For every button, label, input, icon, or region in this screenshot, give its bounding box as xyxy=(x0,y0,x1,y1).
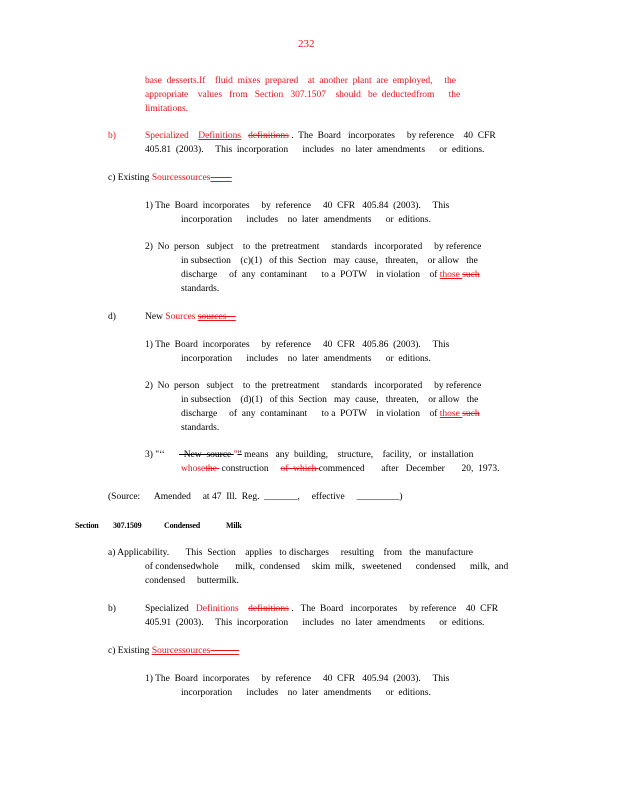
d3-ins-whose: whose xyxy=(181,464,206,474)
section-title: Condensed xyxy=(164,521,200,530)
c1-2-line-4: standards. xyxy=(181,284,220,294)
c1-2-line-2: in subsection (c)(1) of this Section may cause, threaten, or allow the xyxy=(181,256,478,266)
d3-b: –New source xyxy=(179,450,234,460)
b1-label: b) xyxy=(108,131,116,141)
intro-line-1: base desserts.If fluid mixes prepared at another plant are employed, the xyxy=(145,76,457,86)
b1-ins: Specialized xyxy=(145,131,189,141)
d3-d: ” xyxy=(237,450,242,460)
b2-pre: Specialized xyxy=(145,604,196,614)
d3-line-1 xyxy=(145,449,473,461)
b1-ins-2: Definitions xyxy=(198,131,242,141)
d2-line-3a: discharge of any contaminant to a POTW in violation of xyxy=(181,409,440,419)
d2-line-1: 2) No person subject to the pretreatment standards incorporated by reference xyxy=(145,381,482,391)
c1-ins: Sourcessources xyxy=(151,173,211,183)
d3-line-2 xyxy=(181,463,499,475)
b2-line-2: 405.91 (2003). This incorporation includes no later amendments or editions. xyxy=(145,618,485,628)
a2-line-3: condensed buttermilk. xyxy=(145,576,239,586)
b2-rest: . The Board incorporates by reference 40 CFR xyxy=(288,604,499,614)
d1-line-2: incorporation includes no later amendments or editions. xyxy=(181,354,431,364)
b1-rest: . The Board incorporates by reference 40 CFR xyxy=(288,131,496,141)
c1-2-line-3a: discharge of any contaminant to a POTW in violation of xyxy=(181,270,440,280)
d2-del-such: such xyxy=(462,409,480,419)
c1-2-line-1: 2) No person subject to the pretreatment standards incorporated by reference xyxy=(145,242,482,252)
c1-2-line-3 xyxy=(181,269,480,281)
c2-del xyxy=(210,646,239,656)
section-title-2: Milk xyxy=(226,521,242,530)
d-label: d) xyxy=(108,312,116,322)
c1-del xyxy=(210,173,231,183)
source-note: (Source: Amended at 47 Ill. Reg. _______, effective _________) xyxy=(108,492,403,502)
b2-label: b) xyxy=(108,604,116,614)
c2-heading xyxy=(108,645,239,657)
c2-label: c) Existing xyxy=(108,646,152,656)
d2-line-4: standards. xyxy=(181,423,220,433)
c2-1-line-1: 1) The Board incorporates by reference 40 CFR 405.94 (2003). This xyxy=(145,674,450,684)
b2-ins: Definitions xyxy=(195,604,239,614)
d-heading xyxy=(145,311,236,323)
intro-line-2: appropriate values from Section 307.1507 should be deductedfrom the xyxy=(145,90,461,100)
section-label: Section xyxy=(75,521,99,530)
intro-line-3: limitations. xyxy=(145,104,189,114)
a2-line-1: a) Applicability. This Section applies to discharges resulting from the manufacture xyxy=(108,548,473,558)
b2-del: definitions xyxy=(248,604,289,614)
section-number: 307.1509 xyxy=(113,521,142,530)
c1-1-line-1: 1) The Board incorporates by reference 40 CFR 405.84 (2003). This xyxy=(145,201,450,211)
d3-c: " xyxy=(233,450,238,460)
d1-line-1: 1) The Board incorporates by reference 40 CFR 405.86 (2003). This xyxy=(145,340,450,350)
d-del: sources xyxy=(197,312,236,322)
d3-commenced: commenced after December 20, 1973. xyxy=(318,464,500,474)
d2-line-3 xyxy=(181,408,480,420)
d2-ins-those: those xyxy=(439,409,463,419)
c1-2-ins-those: those xyxy=(439,270,463,280)
d3-del-the: the xyxy=(205,464,220,474)
d3-construction: construction xyxy=(219,464,281,474)
c1-label: c) Existing xyxy=(108,173,152,183)
c1-2-del-such: such xyxy=(462,270,480,280)
d3-e: means any building, structure, facility, or installation xyxy=(241,450,474,460)
c1-1-line-2: incorporation includes no later amendments or editions. xyxy=(181,215,431,225)
page-number: 232 xyxy=(298,38,315,50)
d3-del-of-which: of which xyxy=(280,464,319,474)
c1-heading xyxy=(108,172,232,184)
d-ins: Sources xyxy=(165,312,196,322)
d3-a: 3) "‘‘ xyxy=(145,450,180,460)
b1-line-2: 405.81 (2003). This incorporation includes no later amendments or editions. xyxy=(145,145,485,155)
b1-del: definitions xyxy=(248,131,289,141)
d-text: New xyxy=(145,312,166,322)
a2-line-2: of condensedwhole milk, condensed skim milk, sweetened condensed milk, and xyxy=(145,562,509,572)
c2-1-line-2: incorporation includes no later amendments or editions. xyxy=(181,688,431,698)
d2-line-2: in subsection (d)(1) of this Section may cause, threaten, or allow the xyxy=(181,395,479,405)
b1-line-1 xyxy=(145,130,496,142)
b2-line-1 xyxy=(145,603,498,615)
c2-ins: Sourcessources xyxy=(151,646,211,656)
